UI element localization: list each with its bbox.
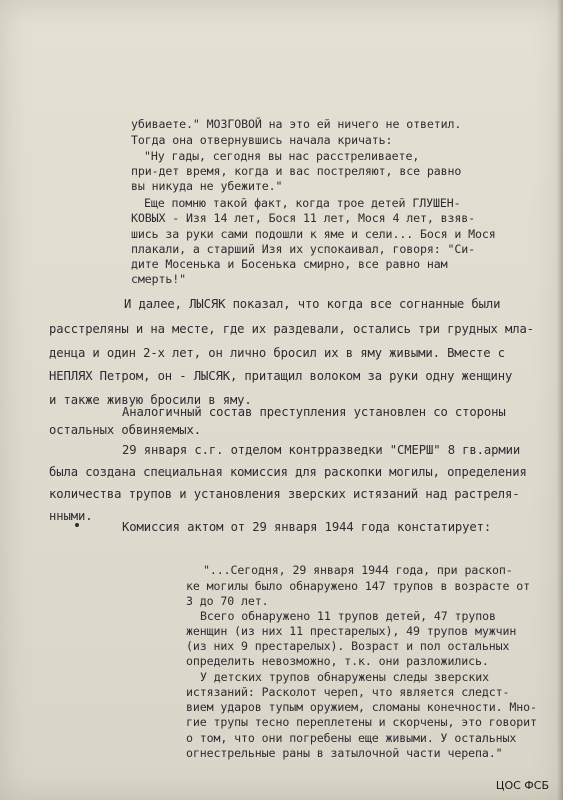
page-edge-shadow bbox=[557, 0, 563, 800]
text-line: денца и один 2-х лет, он лично бросил их в яму живыми. Вместе с bbox=[49, 346, 505, 360]
text-line: огнестрельные раны в затылочной части черепа." bbox=[186, 746, 503, 760]
text-line: Всего обнаружено 11 трупов детей, 47 трупов bbox=[200, 609, 496, 623]
text-line: смерть!" bbox=[131, 272, 187, 286]
text-line: нными. bbox=[49, 509, 93, 523]
text-line: вием ударов тупым оружием, сломаны конечности. Мно- bbox=[186, 700, 537, 714]
text-line: 3 до 70 лет. bbox=[186, 594, 269, 608]
text-line: гие трупы тесно переплетены и скорчены, это говорит bbox=[186, 715, 537, 729]
text-line: количества трупов и установления зверских истязаний над растреля- bbox=[49, 487, 520, 501]
text-line: дите Мосенька и Босенька смирно, все равно нам bbox=[131, 257, 448, 271]
text-line: (из них 9 престарелых). Возраст и пол остальных bbox=[186, 639, 510, 653]
text-line: и также живую бросили в яму. bbox=[49, 393, 252, 407]
text-line: расстреляны и на месте, где их раздевали, остались три грудных мла- bbox=[49, 322, 534, 336]
ink-mark bbox=[75, 523, 79, 527]
text-line: плакали, а старший Изя их успокаивал, говоря: "Си- bbox=[131, 242, 476, 256]
text-line: Еще помню такой факт, когда трое детей ГЛУШЕН- bbox=[144, 196, 461, 210]
text-line: о том, что они погребены еще живыми. У остальных bbox=[186, 731, 517, 745]
text-line: убиваете." МОЗГОВОЙ на это ей ничего не ответил. bbox=[131, 117, 462, 131]
archive-watermark: ЦОС ФСБ bbox=[495, 779, 549, 792]
text-line: была создана специальная комиссия для раскопки могилы, определения bbox=[49, 465, 527, 479]
text-line: 29 января с.г. отделом контрразведки "СМЕРШ" 8 гв.армии bbox=[122, 443, 521, 457]
text-line: ке могилы было обнаружено 147 трупов в возрасте от bbox=[186, 579, 531, 593]
text-line: истязаний: Расколот череп, что является следст- bbox=[186, 685, 510, 699]
text-line: КОВЫХ - Изя 14 лет, Бося 11 лет, Мося 4 лет, взяв- bbox=[131, 211, 476, 225]
text-line: остальных обвиняемых. bbox=[49, 423, 201, 437]
text-line: вы никуда не убежите." bbox=[131, 179, 283, 193]
text-line: женщин (из них 11 престарелых), 49 трупов мужчин bbox=[186, 624, 517, 638]
text-line: Аналогичный состав преступления установлен со стороны bbox=[122, 405, 506, 419]
text-line: И далее, ЛЫСЯК показал, что когда все согнанные были bbox=[124, 297, 501, 311]
text-line: НЕПЛЯХ Петром, он - ЛЫСЯК, притащил волоком за руки одну женщину bbox=[49, 369, 513, 383]
text-line: шись за руки сами подошли к яме и сели... Бося и Мося bbox=[131, 227, 496, 241]
text-line: Тогда она отвернувшись начала кричать: bbox=[131, 133, 393, 147]
text-line: Комиссия актом от 29 января 1944 года констатирует: bbox=[122, 520, 492, 534]
text-line: при-дет время, когда и вас постреляют, все равно bbox=[131, 164, 462, 178]
text-line: "...Сегодня, 29 января 1944 года, при раскоп- bbox=[203, 563, 513, 577]
text-line: "Ну гады, сегодня вы нас расстреливаете, bbox=[144, 149, 420, 163]
text-line: определить невозможно, т.к. они разложились. bbox=[186, 654, 489, 668]
text-line: У детских трупов обнаружены следы зверских bbox=[200, 670, 489, 684]
